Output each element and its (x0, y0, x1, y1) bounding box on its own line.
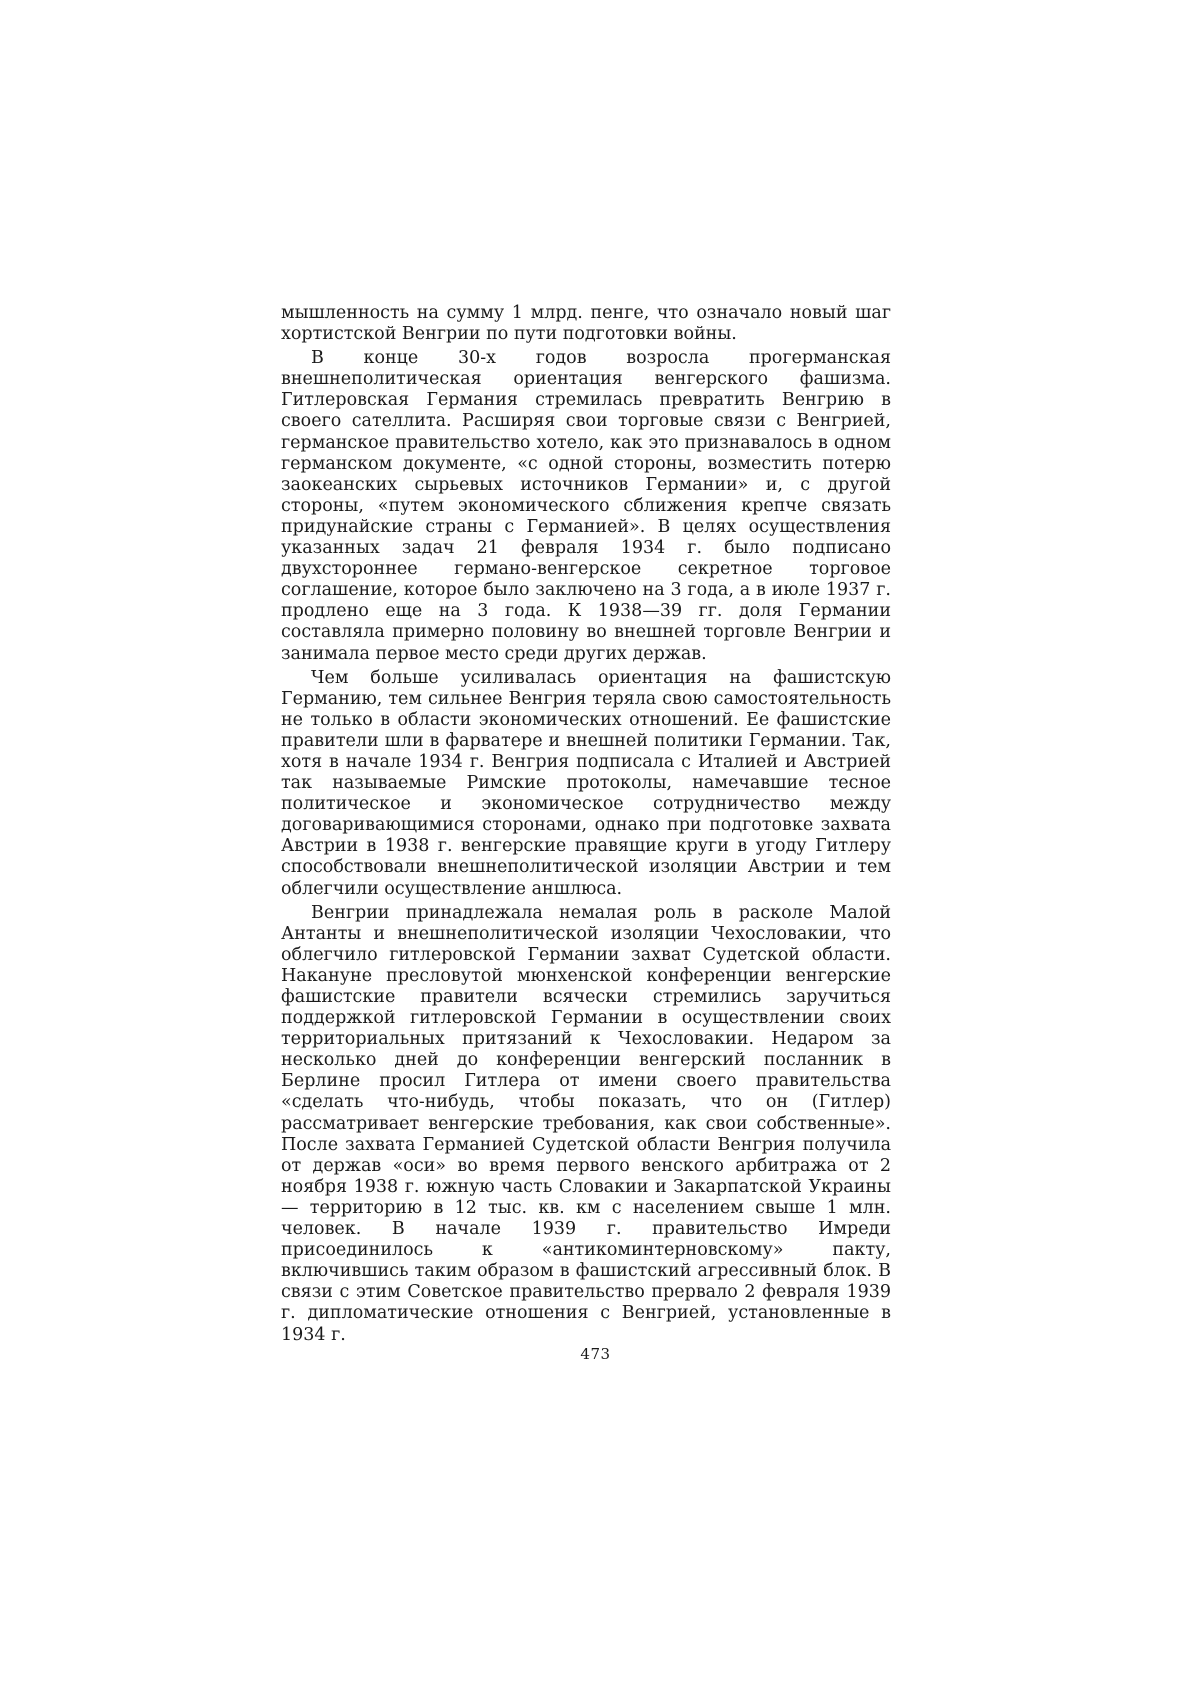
paragraph-continuation: мышленность на сумму 1 млрд. пенге, что означало новый шаг хортистской Венгрии по пути подготовки войны. (281, 303, 891, 345)
body-text (281, 303, 891, 1346)
paragraph-little-entente: Венгрии принадлежала немалая роль в расколе Малой Антанты и внешнеполитической изоляции Чехословакии, что облегчило гитлеровской Германии захват Судетской области. Накануне пресловутой мюнхенской конференции венгерские фашистские правители всячески стремились заручиться поддержкой гитлеровской Германии в осуществлении своих территориальных притязаний к Чехословакии. Недаром за несколько дней до конференции венгерский посланник в Берлине просил Гитлера от имени своего правительства «сделать что-нибудь, чтобы показать, что он (Гитлер) рассматривает венгерские требования, как свои собственные». После захвата Германией Судетской области Венгрия получила от держав «оси» во время первого венского арбитража от 2 ноября 1938 г. южную часть Словакии и Закарпатской Украины — территорию в 12 тыс. кв. км с населением свыше 1 млн. человек. В начале 1939 г. правительство Имреди присоединилось к «антикоминтерновскому» пакту, включившись таким образом в фашистский агрессивный блок. В связи с этим Советское правительство прервало 2 февраля 1939 г. дипломатические отношения с Венгрией, установленные в 1934 г. (281, 902, 891, 1345)
paragraph-prohermanic-orientation: В конце 30-х годов возросла прогерманская внешнеполитическая ориентация венгерского фашизма. Гитлеровская Германия стремилась превратить Венгрию в своего сателлита. Расширяя свои торговые связи с Венгрией, германское правительство хотело, как это признавалось в одном германском документе, «с одной стороны, возместить потерю заокеанских сырьевых источников Германии» и, с другой стороны, «путем экономического сближения крепче связать придунайские страны с Германией». В целях осуществления указанных задач 21 февраля 1934 г. было подписано двухстороннее германо-венгерское секретное торговое соглашение, которое было заключено на 3 года, а в июле 1937 г. продлено еще на 3 года. К 1938—39 гг. доля Германии составляла примерно половину во внешней торговле Венгрии и занимала первое место среди других держав. (281, 348, 891, 664)
page-number: 473 (580, 1345, 611, 1363)
paragraph-loss-of-independence: Чем больше усиливалась ориентация на фашистскую Германию, тем сильнее Венгрия теряла свою самостоятельность не только в области экономических отношений. Ее фашистские правители шли в фарватере и внешней политики Германии. Так, хотя в начале 1934 г. Венгрия подписала с Италией и Австрией так называемые Римские протоколы, намечавшие тесное политическое и экономическое сотрудничество между договаривающимися сторонами, однако при подготовке захвата Австрии в 1938 г. венгерские правящие круги в угоду Гитлеру способствовали внешнеполитической изоляции Австрии и тем облегчили осуществление аншлюса. (281, 667, 891, 899)
